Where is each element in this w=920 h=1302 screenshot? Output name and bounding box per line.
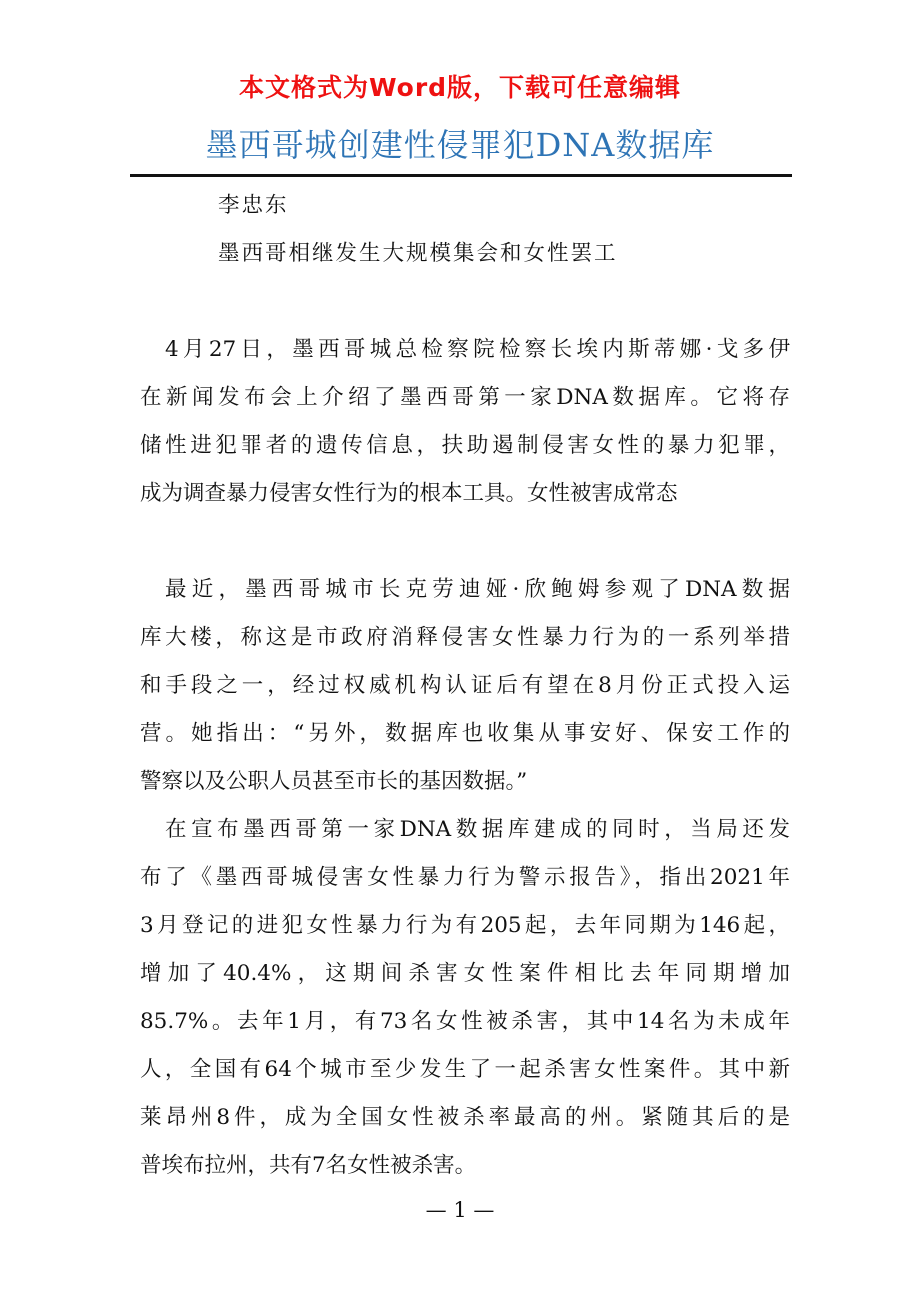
paragraph-line: 和手段之一，经过权威机构认证后有望在8月份正式投入运 — [140, 673, 790, 698]
paragraph-line: 布了《墨西哥城侵害女性暴力行为警示报告》，指出2021年 — [140, 865, 790, 890]
paragraph-line: 在宣布墨西哥第一家DNA数据库建成的同时，当局还发 — [165, 817, 790, 842]
page-number: — 1 — — [425, 1198, 495, 1222]
paragraph-line: 成为调查暴力侵害女性行为的根本工具。女性被害成常态 — [140, 481, 678, 506]
paragraph-line: 85.7%。去年1月，有73名女性被杀害，其中14名为未成年 — [140, 1009, 790, 1034]
paragraph-line: 增加了40.4%，这期间杀害女性案件相比去年同期增加 — [140, 961, 790, 986]
paragraph-line: 4月27日，墨西哥城总检察院检察长埃内斯蒂娜·戈多伊 — [165, 337, 790, 362]
paragraph-line: 在新闻发布会上介绍了墨西哥第一家DNA数据库。它将存 — [140, 385, 790, 410]
paragraph-line: 储性进犯罪者的遗传信息，扶助遏制侵害女性的暴力犯罪， — [140, 433, 790, 458]
editable-notice: 本文格式为Word版，下载可任意编辑 — [238, 73, 682, 102]
author: 李忠东 — [218, 193, 289, 218]
paragraph-line: 普埃布拉州，共有7名女性被杀害。 — [140, 1153, 477, 1178]
paragraph-line: 最近，墨西哥城市长克劳迪娅·欣鲍姆参观了DNA数据 — [165, 577, 790, 602]
paragraph-line: 库大楼，称这是市政府消释侵害女性暴力行为的一系列举措 — [140, 625, 790, 650]
paragraph-line: 人，全国有64个城市至少发生了一起杀害女性案件。其中新 — [140, 1057, 790, 1082]
paragraph-line: 莱昂州8件，成为全国女性被杀率最高的州。紧随其后的是 — [140, 1105, 790, 1130]
paragraph-line: 3月登记的进犯女性暴力行为有205起，去年同期为146起， — [140, 913, 790, 938]
subtitle: 墨西哥相继发生大规模集会和女性罢工 — [218, 241, 618, 266]
paragraph-line: 警察以及公职人员甚至市长的基因数据。” — [140, 769, 528, 794]
title-divider — [130, 174, 792, 177]
paragraph-line: 营。她指出：“另外，数据库也收集从事安好、保安工作的 — [140, 721, 790, 746]
document-title: 墨西哥城创建性侵罪犯DNA数据库 — [205, 126, 715, 164]
